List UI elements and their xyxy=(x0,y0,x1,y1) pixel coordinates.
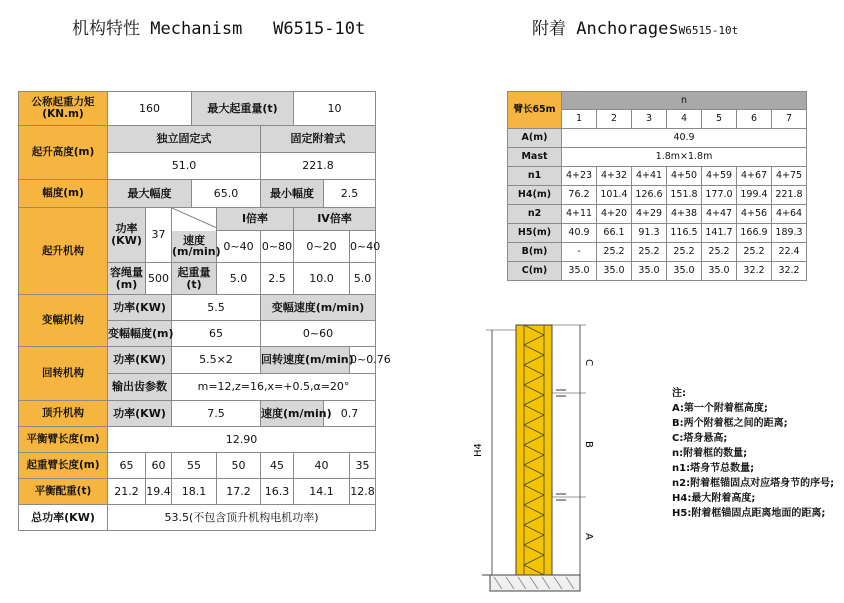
anch-cell: 35.0 xyxy=(667,262,702,281)
anch-cell: 4+41 xyxy=(632,167,667,186)
trolley-span-value: 65 xyxy=(172,321,261,347)
anch-cell: 91.3 xyxy=(632,224,667,243)
hoist-load-3: 10.0 xyxy=(294,263,350,295)
slew-speed-label: 回转速度(m/min) xyxy=(261,347,350,374)
anch-cell: 116.5 xyxy=(667,224,702,243)
rated-moment-label: 公称起重力矩 (KN.m) xyxy=(19,92,108,126)
anch-cell: 4+56 xyxy=(737,205,772,224)
anch-row xyxy=(508,129,807,148)
anch-cell: 25.2 xyxy=(737,243,772,262)
anch-row xyxy=(508,205,807,224)
anch-cell: 4+32 xyxy=(597,167,632,186)
anch-row-label: Mast xyxy=(508,148,562,167)
note-item: n:附着框的数量; xyxy=(672,448,748,459)
climb-power-label: 功率(KW) xyxy=(108,401,172,427)
hoist-speed-1: 0~40 xyxy=(217,231,261,263)
mechanism-table xyxy=(18,91,391,531)
jib-length-7: 35 xyxy=(350,453,376,479)
slew-speed-value: 0~0.76 xyxy=(350,347,376,374)
gear-label: 输出齿参数 xyxy=(108,374,172,401)
hoist-load-label: 起重量 (t) xyxy=(172,263,217,295)
title-right xyxy=(532,14,738,39)
anch-cell: 25.2 xyxy=(667,243,702,262)
a-label: A xyxy=(583,533,594,540)
n-col-5: 5 xyxy=(702,110,737,129)
gear-value: m=12,z=16,x=+0.5,α=20° xyxy=(172,374,376,401)
n-col-6: 6 xyxy=(737,110,772,129)
anch-cell: 141.7 xyxy=(702,224,737,243)
trolley-speed-label: 变幅速度(m/min) xyxy=(261,295,376,321)
anch-cell: 76.2 xyxy=(562,186,597,205)
anch-cell: 35.0 xyxy=(597,262,632,281)
hoist-speed-4: 0~40 xyxy=(350,231,376,263)
anch-cell: 4+64 xyxy=(772,205,807,224)
anch-cell: 4+75 xyxy=(772,167,807,186)
anch-row-label: H4(m) xyxy=(508,186,562,205)
n-col-7: 7 xyxy=(772,110,807,129)
slew-power-value: 5.5×2 xyxy=(172,347,261,374)
anch-row-label: n2 xyxy=(508,205,562,224)
anch-cell: 4+11 xyxy=(562,205,597,224)
note-item: C:塔身悬高; xyxy=(672,433,728,444)
anch-cell: 25.2 xyxy=(702,243,737,262)
note-item: H5:附着框锚固点距离地面的距离; xyxy=(672,508,826,519)
climb-label: 顶升机构 xyxy=(19,401,108,427)
free-standing-label: 独立固定式 xyxy=(108,126,261,153)
c-label: C xyxy=(583,359,594,366)
n-col-4: 4 xyxy=(667,110,702,129)
counterweight-5: 16.3 xyxy=(261,479,294,505)
jib-length-6: 40 xyxy=(294,453,350,479)
note-item: B:两个附着框之间的距离; xyxy=(672,418,788,429)
hoist-diagonal-cell xyxy=(172,208,217,231)
anch-row xyxy=(508,186,807,205)
counterweight-7: 12.8 xyxy=(350,479,376,505)
base-footing xyxy=(490,575,580,591)
capacity-label: 容绳量 (m) xyxy=(108,263,146,295)
anchorage-table xyxy=(507,91,807,281)
notes xyxy=(672,386,834,521)
cj-length-value: 12.90 xyxy=(108,427,376,453)
anch-span-value: 40.9 xyxy=(562,129,807,148)
climb-speed-value: 0.7 xyxy=(324,401,376,427)
anch-row xyxy=(508,167,807,186)
hoist-label: 起升机构 xyxy=(19,208,108,295)
anch-cell: 32.2 xyxy=(772,262,807,281)
anch-row-label: B(m) xyxy=(508,243,562,262)
title-left-en: Mechanism xyxy=(150,19,243,39)
hoist-load-4: 5.0 xyxy=(350,263,376,295)
anch-span-value: 1.8m×1.8m xyxy=(562,148,807,167)
note-item: H4:最大附着高度; xyxy=(672,493,756,504)
title-right-model: W6515-10t xyxy=(678,24,739,37)
rated-moment-value: 160 xyxy=(108,92,192,126)
min-reach-value: 2.5 xyxy=(324,180,376,208)
title-right-cn: 附着 xyxy=(532,19,566,39)
capacity-value: 500 xyxy=(146,263,172,295)
jib-length-1: 65 xyxy=(108,453,146,479)
max-lift-value: 10 xyxy=(294,92,376,126)
hoist-load-2: 2.5 xyxy=(261,263,294,295)
anch-cell: 4+47 xyxy=(702,205,737,224)
trolley-span-label: 变幅幅度(m) xyxy=(108,321,172,347)
hoist-power-value: 37 xyxy=(146,208,172,263)
lift-height-label: 起升高度(m) xyxy=(19,126,108,180)
trolley-label: 变幅机构 xyxy=(19,295,108,347)
anch-row-label: H5(m) xyxy=(508,224,562,243)
note-item: A:第一个附着框高度; xyxy=(672,403,768,414)
anchored-value: 221.8 xyxy=(261,153,376,180)
anch-cell: 35.0 xyxy=(702,262,737,281)
hoist-load-1: 5.0 xyxy=(217,263,261,295)
counterweight-2: 19.4 xyxy=(146,479,172,505)
anch-cell: 4+23 xyxy=(562,167,597,186)
anch-cell: 166.9 xyxy=(737,224,772,243)
anch-row xyxy=(508,243,807,262)
counterweight-3: 18.1 xyxy=(172,479,217,505)
anch-cell: 66.1 xyxy=(597,224,632,243)
n-header: n xyxy=(562,92,807,110)
free-standing-value: 51.0 xyxy=(108,153,261,180)
anch-row xyxy=(508,262,807,281)
anch-body xyxy=(508,129,807,281)
min-reach-label: 最小幅度 xyxy=(261,180,324,208)
title-left-model: W6515-10t xyxy=(273,19,366,39)
anch-cell: 199.4 xyxy=(737,186,772,205)
cj-length-label: 平衡臂长度(m) xyxy=(19,427,108,453)
anch-cell: 126.6 xyxy=(632,186,667,205)
counterweight-1: 21.2 xyxy=(108,479,146,505)
slew-label: 回转机构 xyxy=(19,347,108,401)
abc-dimension xyxy=(552,325,594,575)
trolley-speed-value: 0~60 xyxy=(261,321,376,347)
n-col-1: 1 xyxy=(562,110,597,129)
anch-cell: 32.2 xyxy=(737,262,772,281)
total-power-value: 53.5(不包含顶升机构电机功率) xyxy=(108,505,376,531)
anch-row xyxy=(508,148,807,167)
arm-length-header: 臂长65m xyxy=(508,92,562,129)
anch-cell: 22.4 xyxy=(772,243,807,262)
anch-cell: 4+29 xyxy=(632,205,667,224)
counterweight-label: 平衡配重(t) xyxy=(19,479,108,505)
jib-length-label: 起重臂长度(m) xyxy=(19,453,108,479)
hoist-power-label: 功率 (KW) xyxy=(108,208,146,263)
n-col-3: 3 xyxy=(632,110,667,129)
anch-cell: 35.0 xyxy=(632,262,667,281)
climb-power-value: 7.5 xyxy=(172,401,261,427)
h4-label: H4 xyxy=(473,443,484,457)
anch-cell: - xyxy=(562,243,597,262)
anch-cell: 40.9 xyxy=(562,224,597,243)
trolley-power-value: 5.5 xyxy=(172,295,261,321)
anch-cell: 177.0 xyxy=(702,186,737,205)
anch-cell: 4+20 xyxy=(597,205,632,224)
hoist-speed-3: 0~20 xyxy=(294,231,350,263)
reach-label: 幅度(m) xyxy=(19,180,108,208)
notes-title: 注: xyxy=(672,388,686,399)
anch-cell: 25.2 xyxy=(597,243,632,262)
anch-cell: 4+38 xyxy=(667,205,702,224)
diagonal-line xyxy=(172,208,217,228)
slew-power-label: 功率(KW) xyxy=(108,347,172,374)
anch-cell: 221.8 xyxy=(772,186,807,205)
anch-cell: 4+59 xyxy=(702,167,737,186)
anch-cell: 151.8 xyxy=(667,186,702,205)
max-lift-label: 最大起重量(t) xyxy=(192,92,294,126)
climb-speed-label: 速度(m/min) xyxy=(261,401,324,427)
jib-length-4: 50 xyxy=(217,453,261,479)
ratio4-label: IV倍率 xyxy=(294,208,376,231)
hoist-speed-label: 速度 (m/min) xyxy=(172,231,217,263)
ratio1-label: I倍率 xyxy=(217,208,294,231)
n-col-2: 2 xyxy=(597,110,632,129)
anch-cell: 189.3 xyxy=(772,224,807,243)
h4-dimension xyxy=(473,330,516,575)
note-item: n1:塔身节总数量; xyxy=(672,463,755,474)
title-left-cn: 机构特性 xyxy=(72,19,140,39)
anch-row-label: C(m) xyxy=(508,262,562,281)
counterweight-4: 17.2 xyxy=(217,479,261,505)
note-item: n2:附着框锚固点对应塔身节的序号; xyxy=(672,478,835,489)
jib-length-3: 55 xyxy=(172,453,217,479)
anch-row-label: n1 xyxy=(508,167,562,186)
mast-body xyxy=(516,325,552,585)
anch-row xyxy=(508,224,807,243)
counterweight-6: 14.1 xyxy=(294,479,350,505)
hoist-speed-2: 0~80 xyxy=(261,231,294,263)
tower-anchorage-diagram xyxy=(472,325,622,595)
jib-length-5: 45 xyxy=(261,453,294,479)
anch-cell: 4+67 xyxy=(737,167,772,186)
max-reach-value: 65.0 xyxy=(192,180,261,208)
b-label: B xyxy=(583,441,594,448)
title-left xyxy=(72,14,365,39)
anchored-label: 固定附着式 xyxy=(261,126,376,153)
anch-cell: 4+50 xyxy=(667,167,702,186)
anch-cell: 25.2 xyxy=(632,243,667,262)
anch-cell: 35.0 xyxy=(562,262,597,281)
jib-length-2: 60 xyxy=(146,453,172,479)
trolley-power-label: 功率(KW) xyxy=(108,295,172,321)
title-right-en: Anchorages xyxy=(576,19,679,39)
total-power-label: 总功率(KW) xyxy=(19,505,108,531)
anch-cell: 101.4 xyxy=(597,186,632,205)
anch-row-label: A(m) xyxy=(508,129,562,148)
max-reach-label: 最大幅度 xyxy=(108,180,192,208)
